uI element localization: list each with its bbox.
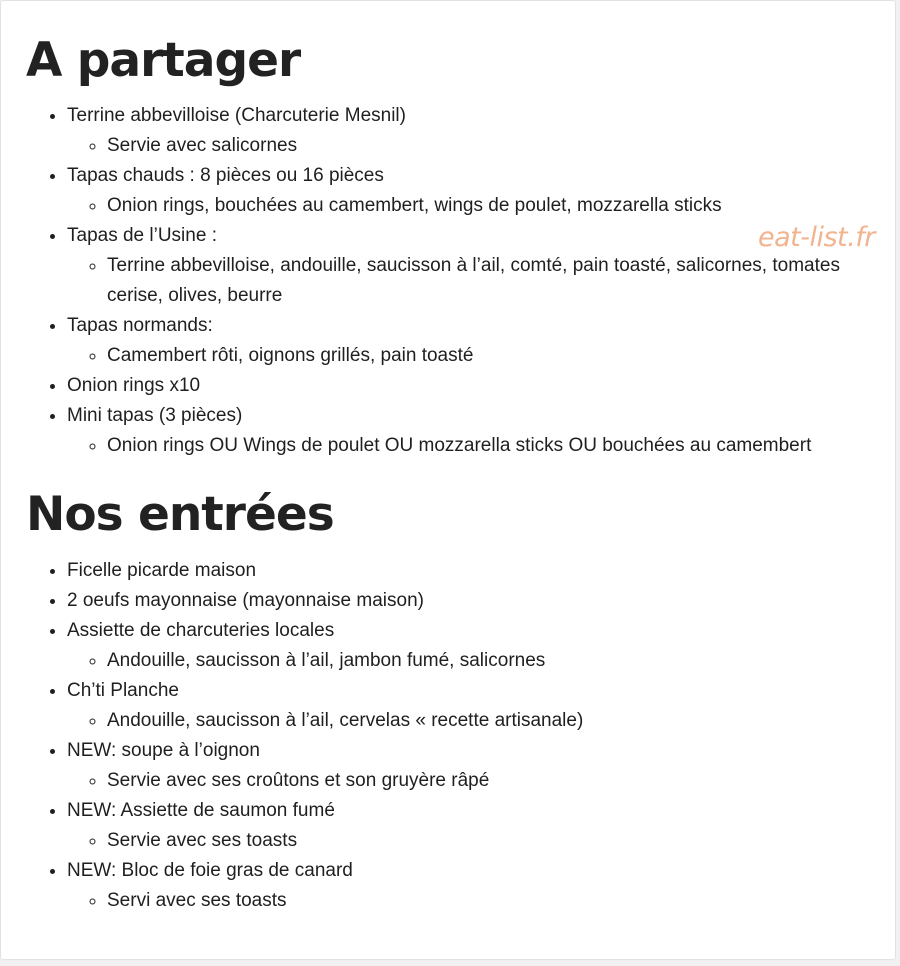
item-label: Onion rings x10 [67, 375, 201, 396]
sub-item: ◦ Servi avec ses toasts [107, 886, 857, 916]
list-item [67, 586, 857, 616]
item-label: Assiette de charcuteries locales [67, 620, 335, 641]
sub-item: ◦ Andouille, saucisson à l’ail, cervelas « recette artisanale) [107, 706, 857, 736]
list-item [67, 371, 857, 401]
sub-item: ◦ Servie avec ses croûtons et son gruyère râpé [107, 766, 857, 796]
item-label: 2 oeufs mayonnaise (mayonnaise maison) [67, 590, 424, 611]
section-title-a-partager: A partager [26, 33, 301, 88]
list-item [67, 796, 857, 856]
list-item [67, 311, 857, 371]
list-item [67, 616, 857, 676]
item-label: Tapas de l’Usine : [67, 225, 217, 246]
list-item [67, 221, 857, 311]
list-item [67, 101, 857, 161]
sub-item: ◦ Terrine abbevilloise, andouille, saucisson à l’ail, comté, pain toasté, salicornes, tomates cerise, olives, beurre [107, 251, 857, 311]
list-item [67, 556, 857, 586]
sub-item: ◦ Andouille, saucisson à l’ail, jambon fumé, salicornes [107, 646, 857, 676]
list-item [67, 736, 857, 796]
item-label: NEW: Assiette de saumon fumé [67, 800, 335, 821]
watermark-logo: eat-list.fr [758, 222, 875, 253]
sub-item: ◦ Servie avec ses toasts [107, 826, 857, 856]
item-label: Mini tapas (3 pièces) [67, 405, 243, 426]
list-item [67, 676, 857, 736]
sub-item: ◦ Onion rings OU Wings de poulet OU mozzarella sticks OU bouchées au camembert [107, 431, 857, 461]
item-label: Ficelle picarde maison [67, 560, 257, 581]
item-label: Terrine abbevilloise (Charcuterie Mesnil) [67, 105, 406, 126]
item-label: Tapas chauds : 8 pièces ou 16 pièces [67, 165, 384, 186]
item-label: Tapas normands: [67, 315, 213, 336]
list-a-partager [1, 101, 857, 461]
list-item [67, 401, 857, 461]
item-label: NEW: Bloc de foie gras de canard [67, 860, 353, 881]
list-item [67, 856, 857, 916]
section-title-nos-entrees: Nos entrées [26, 487, 334, 542]
sub-item: ◦ Servie avec salicornes [107, 131, 857, 161]
list-item [67, 161, 857, 221]
sub-item: ◦ Onion rings, bouchées au camembert, wings de poulet, mozzarella sticks [107, 191, 857, 221]
item-label: Ch’ti Planche [67, 680, 179, 701]
list-nos-entrees [1, 556, 857, 916]
item-label: NEW: soupe à l’oignon [67, 740, 260, 761]
sub-item: ◦ Camembert rôti, oignons grillés, pain toasté [107, 341, 857, 371]
